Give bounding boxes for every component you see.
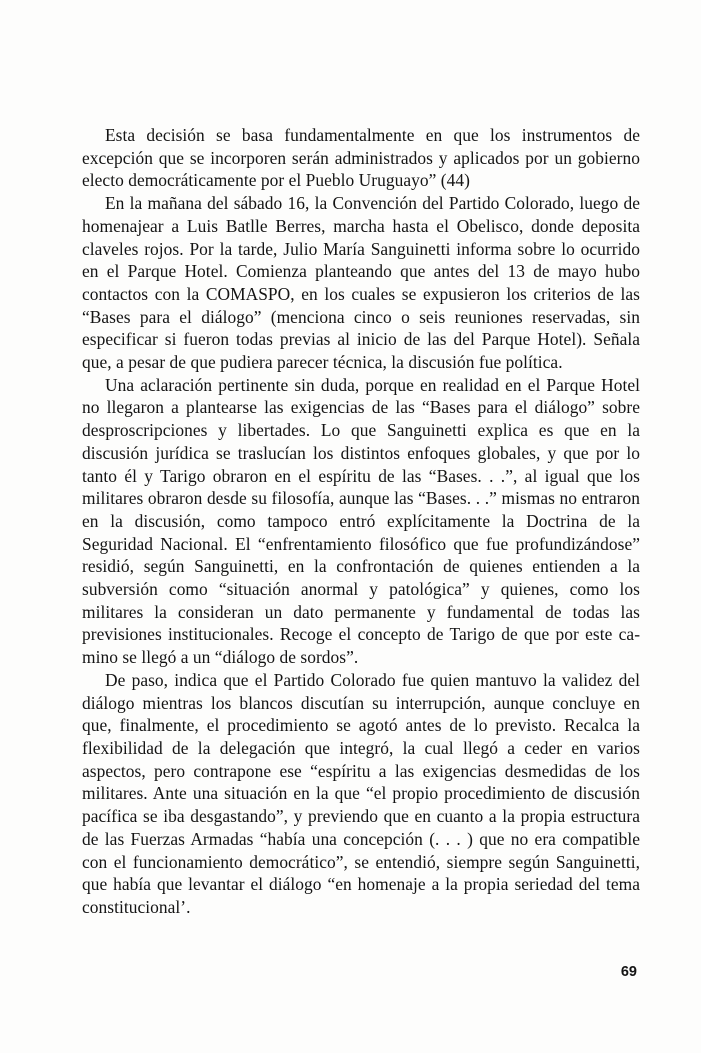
paragraph-2: En la mañana del sábado 16, la Convención del Partido Colorado, luego de homenajear a Luis Batlle Berres, marcha hasta el Obelisco, donde deposita claveles rojos. Por la tarde, Julio María Sanguinetti informa sobre lo ocurrido en el Parque Hotel. Comienza planteando que antes del 13 de mayo hubo contactos con la COMASPO, en los cuales se expusieron los criterios de las “Bases para el diálogo” (menciona cinco o seis reuniones reservadas, sin especificar si fueron todas previas al inicio de las del Parque Hotel). Señala que, a pesar de que pudiera parecer técnica, la discusión fue política. <box>82 193 640 373</box>
paragraph-4: De paso, indica que el Partido Colorado fue quien mantuvo la validez del diálogo mientras los blancos discutían su interrupción, aunque concluye en que, finalmente, el procedimiento se agotó antes de lo previsto. Recalca la flexibilidad de la delegación que integró, la cual llegó a ceder en varios aspectos, pero contrapone ese “espíritu a las exigencias desmedidas de los militares. Ante una situación en la que “el propio procedimiento de discusión pacífica se iba desgastando”, y previendo que en cuanto a la propia estructura de las Fuerzas Armadas “había una concepción (. . . ) que no era compatible con el funcionamiento democrático”, se entendió, siempre según Sanguinetti, que había que levantar el diálogo “en homenaje a la propia seriedad del tema constitucional’. <box>82 669 640 917</box>
paragraph-1: Esta decisión se basa fundamentalmente en que los instrumentos de excepción que se incorporen serán administrados y aplicados por un gobierno electo democráticamente por el Pueblo Uruguayo” (44) <box>82 125 640 191</box>
page-number: 69 <box>620 964 637 980</box>
paragraph-3: Una aclaración pertinente sin duda, porque en realidad en el Parque Hotel no llegaron a plantearse las exigencias de las “Bases para el diálogo” sobre desproscripciones y libertades. Lo que Sanguinetti explica es que en la discusión jurídica se traslucían los distintos enfoques globales, y que por lo tanto él y Tarigo obraron en el espíritu de las “Bases. . .”, al igual que los militares obraron desde su filosofía, aunque las “Bases. . .” mismas no entraron en la discusión, como tampoco entró explícitamente la Doctrina de la Seguridad Nacional. El “enfrentamiento filosófico que fue profundizándose” residió, según Sanguinetti, en la confrontación de quienes entienden a la subversión como “situación anormal y patológica” y quienes, como los militares la consideran un dato permanente y fundamental de todas las previsiones institucionales. Recoge el concepto de Tarigo de que por este camino se llegó a un “diálogo de sordos”. <box>82 374 640 668</box>
body-text <box>82 124 640 919</box>
